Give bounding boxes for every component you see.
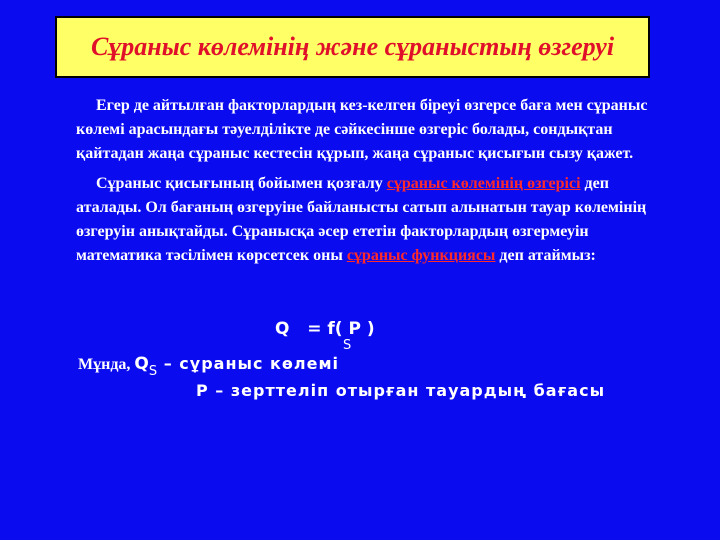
title-box xyxy=(55,16,650,78)
paragraph-2-part-3: деп атаймыз: xyxy=(495,247,596,264)
paragraph-1: Егер де айтылған факторлардың кез-келген біреуі өзгерсе баға мен сұраныс көлемі арасындағы тәуелділікте де сәйкесінше өзгеріс болады, сондықтан қайтадан жаңа сұраныс кестесін құрып, жаңа сұраныс қисығын сызу қажет. xyxy=(76,97,648,162)
formula: Q = f( P ) xyxy=(275,319,375,339)
where-label: Мұнда, xyxy=(78,356,135,373)
slide-title: Сұраныс көлемінің және сұраныстың өзгеруі xyxy=(90,32,615,61)
price-symbol: P xyxy=(196,381,209,400)
paragraph-2-part-2: деп аталады. Ол бағаның өзгеруіне байланысты сатып алынатын тауар көлемінің өзгеруін анықтайды. Сұранысқа әсер ететін факторлардың өзгермеуін математика тәсілімен көрсетсек оны xyxy=(76,175,647,264)
body-text xyxy=(76,94,676,268)
term-demand-quantity-change: сұраныс көлемінің өзгерісі xyxy=(386,175,581,192)
where-definition: – сұраныс көлемі xyxy=(157,354,340,373)
where-symbol: Q xyxy=(134,354,149,374)
price-definition: – зерттеліп отырған тауардың бағасы xyxy=(208,381,606,400)
formula-subscript: S xyxy=(343,338,352,353)
term-demand-function: сұраныс функциясы xyxy=(346,247,496,264)
where-line xyxy=(78,354,340,379)
price-line xyxy=(196,381,605,400)
where-subscript: S xyxy=(148,364,158,379)
paragraph-2 xyxy=(76,172,676,268)
paragraph-2-part-1: Сұраныс қисығының бойымен қозғалу xyxy=(96,175,387,192)
